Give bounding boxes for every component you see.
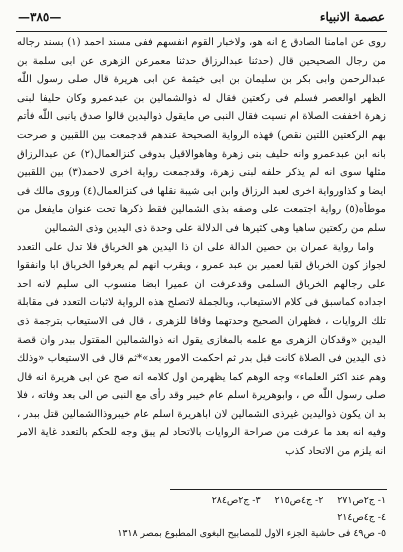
footnotes: [17, 493, 386, 543]
page-number: —٣٨٥—: [18, 10, 62, 24]
running-title: عصمة الانبياء: [319, 10, 385, 24]
page-header: [18, 6, 385, 28]
footnote-rule: [170, 489, 387, 490]
footnote-2: ٢- ج٤ص٢١٥: [274, 495, 324, 506]
header-rule: [16, 31, 387, 32]
paragraph: روى عن امامنا الصادق ع انه هو، ولاخبار القوم انفسهم ففى مسند احمد (١) بسند رجاله من رجال الصحيحين قال (حدثنا عبدالرزاق حدثنا معمرعن الزهرى عن ابى سلمة بن عبدالرحمن وابى بكر بن سليمان بن ابى خيثمة عن ابى هريرة قال صلى رسول اللّٰه الظهر اوالعصر فسلم فى ركعتين فقال له ذوالشمالين بن عبدعمرو وكان حليفا لبنى زهرة اخففت الصلاة ام نسيت فقال النبى ص مايقول ذواليدين قالوا صدق يانبى اللّٰه فأتم بهم الركعتين اللتين نقص) فهذه الرواية الصحيحة عندهم قدجمعت بين اللقبين و صرحت بانه ابن عبدعمرو وانه حليف بنى زهرة وهاهوالاقيل بدوفى كنزالعمال(٢) عن عبدالرزاق مثلها سوى انه لم يذكر حلفه لبنى زهرة، وقدجمعت رواية اخرى لاحمد(٣) بين اللقبين ايضا و كذاورواية اخرى لعبد الرزاق وابن ابى شيبة نقلها فى كنزالعمال(٤) وروى مالك فى موطأه(٥) رواية اجتمعت على وصفه بذى الشمالين فقط ذكرها تحت عنوان مايفعل من سلم من ركعتين ساهيا وهى كثيرها فى الدلالة على وحدة ذى اليدين وذى الشمالين: [17, 37, 386, 234]
paragraph: واما رواية عمران بن حصين الدالة على ان ذا اليدين هو الخرباق فلا تدل على التعدد لجواز كون الخرباق لقبا لعمير بن عبد عمرو ، ويقرب انهم لم يعرفوا الخرباق ابا وانفقوا على رجالهم الخرباق السلمى وقدعرفت ان عميرا ابضا منسوب الى سليم لانه احد اجداده كماسبق فى كلام الاستيعاب، وبالجملة لاتصلح هذه الرواية لاثبات التعدد فى مقابلة تلك الروايات ، فظهران الصحيح وحدتهما وفاقا للزهرى ، قال فى الاستيعاب بترجمة ذى اليدين «وقدكان الزهرى مع علمه بالمغازى يقول انه ذوالشمالين المقتول ببدر وان قصة ذى اليدين فى الصلاة كانت قبل بدر ثم احكمت الامور بعد»*ثم قال فى الاستيعاب «وذلك وهم عند اكثر العلماء» وجه الوهم كما يظهرمن اول كلامه انه صح عن ابى هريرة انه قال صلى رسول اللّٰه ص ، وابوهريرة اسلم عام خيبر وقد رأى مع النبى ص الى بعد وفاته ، فلا بد ان يكون ذواليدين غيرذى الشمالين لان اباهريرة اسلم عام خيبروذاالشمالين قتل ببدر ، وفيه انه بعد ما عرفت من صراحة الروايات بالاتحاد لم يبق وجه للحكم بالتعدد غاية الامر انه يلزم من الاتحاد كذب: [17, 241, 386, 458]
footnote-3: ٣- ج٢ص٢٨٤: [211, 495, 261, 506]
footnote-4: ٤- ج٤ص٢١٤: [337, 511, 386, 523]
footnote-1: ١- ج٢ص٢٧١: [337, 495, 386, 506]
footnote-5: ٥- ص٤٩ فى حاشية الجزء الاول للمصابيح البغوى المطبوع بمصر ١٣١٨: [117, 528, 386, 539]
footnote-line: [17, 493, 386, 510]
main-text: [17, 34, 386, 486]
